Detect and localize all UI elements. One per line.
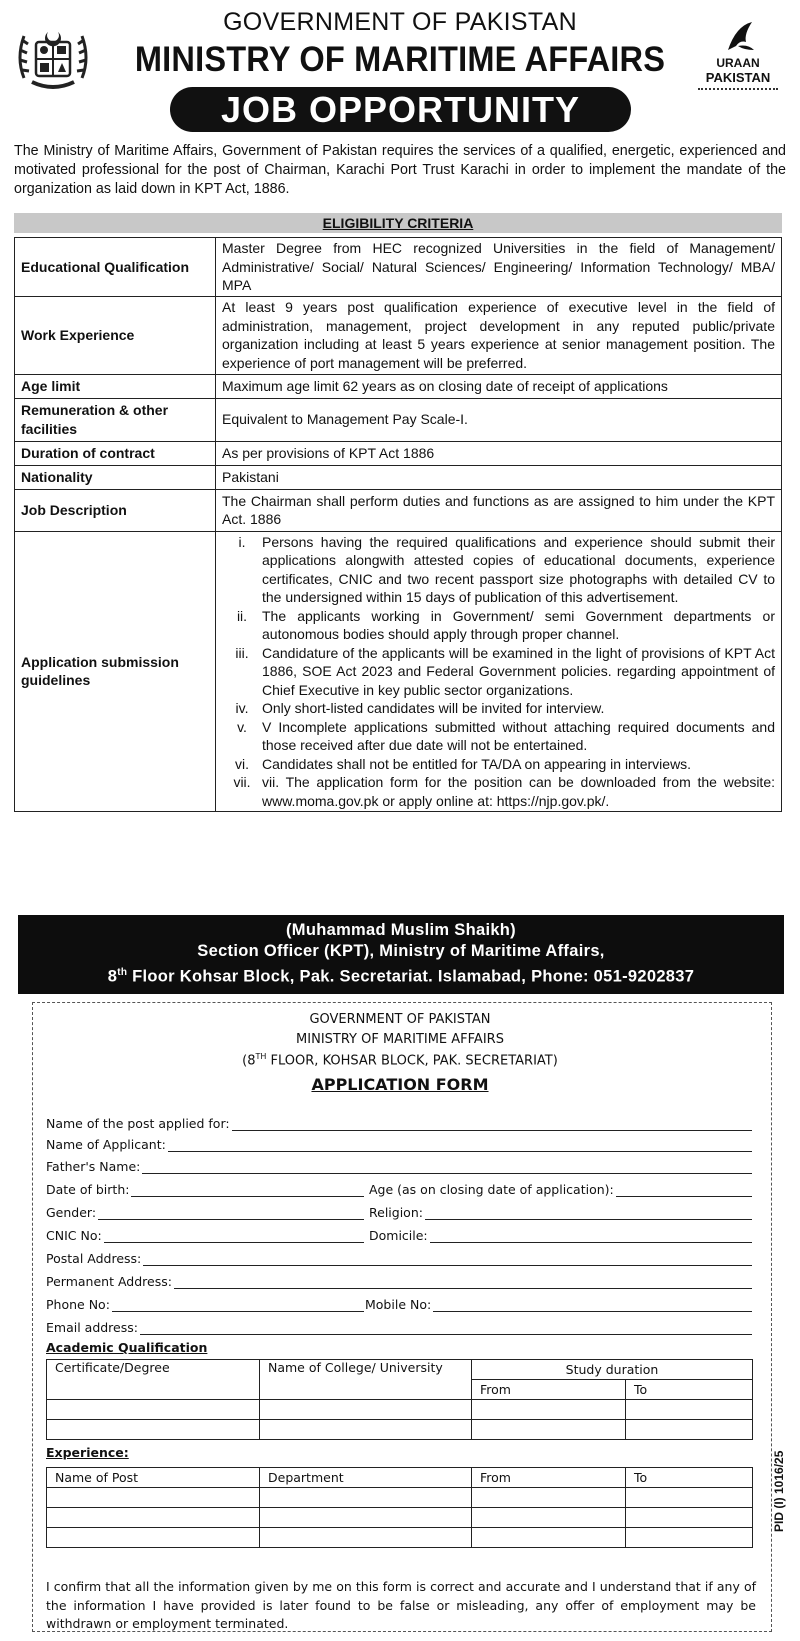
table-row (47, 1468, 753, 1488)
uraan-text: URAAN (716, 56, 760, 70)
contact-address (18, 962, 784, 988)
item-text: Persons having the required qualifications and experience should submit their applications alongwith attested copies of educational documents, experience certificates, CNIC and two recent passport size photographs with detailed CV to the undersigned within 15 days of publication of this advertisement. (262, 533, 775, 605)
list-item (222, 699, 775, 718)
col-college: Name of College/ University (260, 1360, 472, 1400)
list-item (222, 607, 775, 644)
age-field[interactable] (369, 1179, 752, 1197)
item-number: i. (238, 533, 246, 550)
academic-heading: Academic Qualification (46, 1340, 208, 1355)
col-to: To (626, 1380, 753, 1400)
field-label: Age (as on closing date of application): (369, 1182, 614, 1197)
application-form-title: APPLICATION FORM (311, 1075, 489, 1094)
item-text: Only short-listed candidates will be invited for interview. (262, 700, 605, 716)
row-label: Nationality (15, 465, 216, 489)
permanent-address-field[interactable] (46, 1271, 752, 1289)
field-label: Mobile No: (365, 1297, 432, 1312)
field-label: Name of the post applied for: (46, 1116, 230, 1131)
eligibility-table (14, 237, 782, 812)
table-row (47, 1508, 753, 1528)
input-line[interactable] (168, 1139, 752, 1152)
row-label: Application submission guidelines (15, 531, 216, 812)
input-line[interactable] (616, 1184, 752, 1197)
table-cell[interactable] (47, 1488, 260, 1508)
list-item (222, 644, 775, 700)
row-value: Equivalent to Management Pay Scale-I. (216, 398, 782, 441)
row-value: The Chairman shall perform duties and functions as are assigned to him under the KPT Act. 1886 (216, 489, 782, 531)
input-line[interactable] (433, 1299, 752, 1312)
item-number: vii. (233, 774, 251, 790)
contact-designation: Section Officer (KPT), Ministry of Maritime Affairs, (197, 942, 605, 960)
input-line[interactable] (232, 1118, 752, 1131)
field-label: Domicile: (369, 1228, 428, 1243)
cnic-field[interactable] (46, 1225, 364, 1243)
input-line[interactable] (174, 1276, 752, 1289)
address-text: Floor Kohsar Block, Pak. Secretariat. Islamabad, Phone: 051-9202837 (127, 967, 695, 986)
table-row (47, 1400, 753, 1420)
phone-field[interactable] (46, 1294, 364, 1312)
table-cell[interactable] (626, 1508, 753, 1528)
input-line[interactable] (112, 1299, 364, 1312)
urdu-tagline-mark (698, 88, 778, 93)
floor-number: 8 (107, 967, 118, 986)
item-number: iii. (235, 644, 249, 661)
field-label: Postal Address: (46, 1251, 142, 1266)
experience-table (46, 1467, 753, 1548)
item-text: Candidates shall not be entitled for TA/DA on appearing in interviews. (262, 755, 692, 772)
intro-paragraph: The Ministry of Maritime Affairs, Government of Pakistan requires the services of a qualified, energetic, experienced and motivated professional for the post of Chairman, Karachi Port Trust Karachi in order to implement the mandate of the organization as laid down in KPT Act, 1886. (14, 143, 786, 197)
row-label: Educational Qualification (15, 238, 216, 297)
field-label: Religion: (369, 1205, 423, 1220)
input-line[interactable] (98, 1207, 364, 1220)
form-ministry: MINISTRY OF MARITIME AFFAIRS (296, 1032, 504, 1047)
table-cell[interactable] (472, 1508, 626, 1528)
table-cell[interactable] (260, 1420, 472, 1440)
row-label: Remuneration & other facilities (15, 398, 216, 441)
field-label: Name of Applicant: (46, 1137, 166, 1152)
item-number: v. (237, 718, 247, 735)
table-row (15, 296, 782, 374)
table-row (47, 1420, 753, 1440)
domicile-field[interactable] (369, 1225, 752, 1243)
input-line[interactable] (425, 1207, 752, 1220)
confirmation-statement: I confirm that all the information given by me on this form is correct and accurate and I understand that if any of the information I have provided is later found to be false or misleading, any offer of employment may be withdrawn or employment terminated. (46, 1579, 756, 1631)
pid-number: PID (I) 1016/25 (772, 1450, 786, 1532)
bird-icon (688, 20, 788, 56)
header-government: GOVERNMENT OF PAKISTAN (223, 8, 577, 36)
email-field[interactable] (46, 1317, 752, 1335)
col-to: To (626, 1468, 753, 1488)
item-number: vi. (235, 755, 249, 772)
table-row (47, 1528, 753, 1548)
table-cell[interactable] (626, 1420, 753, 1440)
col-from: From (472, 1380, 626, 1400)
guidelines-list (222, 533, 775, 811)
field-label: Phone No: (46, 1297, 110, 1312)
table-cell[interactable] (47, 1400, 260, 1420)
row-label: Duration of contract (15, 441, 216, 465)
gender-field[interactable] (46, 1202, 364, 1220)
list-item (222, 533, 775, 607)
floor-suffix: th (117, 967, 128, 978)
input-line[interactable] (140, 1322, 752, 1335)
field-label: Date of birth: (46, 1182, 130, 1197)
table-cell[interactable] (626, 1528, 753, 1548)
pakistan-text: PAKISTAN (705, 70, 771, 85)
dob-field[interactable] (46, 1179, 364, 1197)
eligibility-heading (14, 213, 782, 233)
item-number: ii. (236, 607, 248, 624)
field-label: CNIC No: (46, 1228, 102, 1243)
table-cell[interactable] (260, 1400, 472, 1420)
job-opportunity-banner: JOB OPPORTUNITY (170, 87, 631, 132)
table-row (15, 465, 782, 489)
table-cell[interactable] (260, 1488, 472, 1508)
table-cell[interactable] (260, 1528, 472, 1548)
header-ministry: MINISTRY OF MARITIME AFFAIRS (134, 40, 666, 79)
father-name-field[interactable] (46, 1156, 752, 1174)
field-label: Father's Name: (46, 1159, 141, 1174)
table-cell[interactable] (472, 1420, 626, 1440)
input-line[interactable] (143, 1253, 752, 1266)
table-cell[interactable] (47, 1528, 260, 1548)
row-value: As per provisions of KPT Act 1886 (216, 441, 782, 465)
row-label: Job Description (15, 489, 216, 531)
post-applied-field[interactable] (46, 1113, 752, 1131)
form-address-post: FLOOR, KOHSAR BLOCK, PAK. SECRETARIAT) (266, 1053, 558, 1069)
religion-field[interactable] (369, 1202, 752, 1220)
table-row (15, 238, 782, 297)
col-from: From (472, 1468, 626, 1488)
experience-heading: Experience: (46, 1445, 129, 1460)
guidelines-cell (216, 531, 782, 812)
eligibility-heading-text: ELIGIBILITY CRITERIA (322, 215, 474, 231)
input-line[interactable] (430, 1230, 752, 1243)
academic-table (46, 1359, 753, 1440)
form-address (0, 1052, 800, 1068)
item-text: vii. The application form for the position can be downloaded from the website: www.moma.gov.pk or apply online at: https://njp.gov.pk/. (262, 774, 775, 809)
input-line[interactable] (104, 1230, 364, 1243)
postal-address-field[interactable] (46, 1248, 752, 1266)
applicant-name-field[interactable] (46, 1134, 752, 1152)
table-cell[interactable] (472, 1488, 626, 1508)
form-government: GOVERNMENT OF PAKISTAN (309, 1012, 491, 1027)
item-text: Candidature of the applicants will be examined in the light of provisions of KPT Act 1886, SOE Act 2023 and Federal Government policies. regarding appointment of Chief Executive in key public sector organizations. (262, 644, 775, 698)
item-text: The applicants working in Government/ semi Government departments or autonomous bodies should apply through proper channel. (262, 607, 775, 642)
table-row (15, 531, 782, 812)
table-cell[interactable] (472, 1528, 626, 1548)
row-value: At least 9 years post qualification experience of executive level in the field of administration, management, project development in any reputed public/private organization including at least 5 years experience at senior management position. The experience of port management will be preferred. (216, 296, 782, 374)
col-department: Department (260, 1468, 472, 1488)
item-number: iv. (235, 700, 249, 716)
list-item (222, 773, 775, 810)
table-row (15, 489, 782, 531)
contact-block (18, 915, 784, 994)
col-post: Name of Post (47, 1468, 260, 1488)
col-certificate: Certificate/Degree (47, 1360, 260, 1400)
row-value: Maximum age limit 62 years as on closing date of receipt of applications (216, 374, 782, 398)
table-row (47, 1488, 753, 1508)
table-cell[interactable] (626, 1400, 753, 1420)
input-line[interactable] (142, 1161, 752, 1174)
input-line[interactable] (131, 1184, 364, 1197)
table-row (15, 374, 782, 398)
row-label: Work Experience (15, 296, 216, 374)
row-value: Pakistani (216, 465, 782, 489)
table-cell[interactable] (47, 1508, 260, 1528)
table-cell[interactable] (626, 1488, 753, 1508)
table-row (47, 1360, 753, 1380)
table-row (15, 398, 782, 441)
uraan-pakistan-logo (688, 20, 788, 100)
row-label: Age limit (15, 374, 216, 398)
form-address-pre: (8 (242, 1053, 256, 1069)
col-study-duration: Study duration (472, 1360, 753, 1380)
table-cell[interactable] (472, 1400, 626, 1420)
form-address-sup: TH (255, 1052, 267, 1061)
field-label: Permanent Address: (46, 1274, 172, 1289)
list-item (222, 718, 775, 755)
list-item (222, 755, 775, 774)
field-label: Gender: (46, 1205, 97, 1220)
table-cell[interactable] (47, 1420, 260, 1440)
field-label: Email address: (46, 1320, 138, 1335)
contact-name: (Muhammad Muslim Shaikh) (286, 921, 516, 939)
table-row (15, 441, 782, 465)
mobile-field[interactable] (365, 1294, 752, 1312)
table-cell[interactable] (260, 1508, 472, 1528)
item-text: V Incomplete applications submitted without attaching required documents and those received after due date will not be entertained. (262, 718, 775, 753)
row-value: Master Degree from HEC recognized Universities in the field of Management/ Administrative/ Social/ Natural Sciences/ Engineering/ Information Technology/ MBA/ MPA (216, 238, 782, 297)
